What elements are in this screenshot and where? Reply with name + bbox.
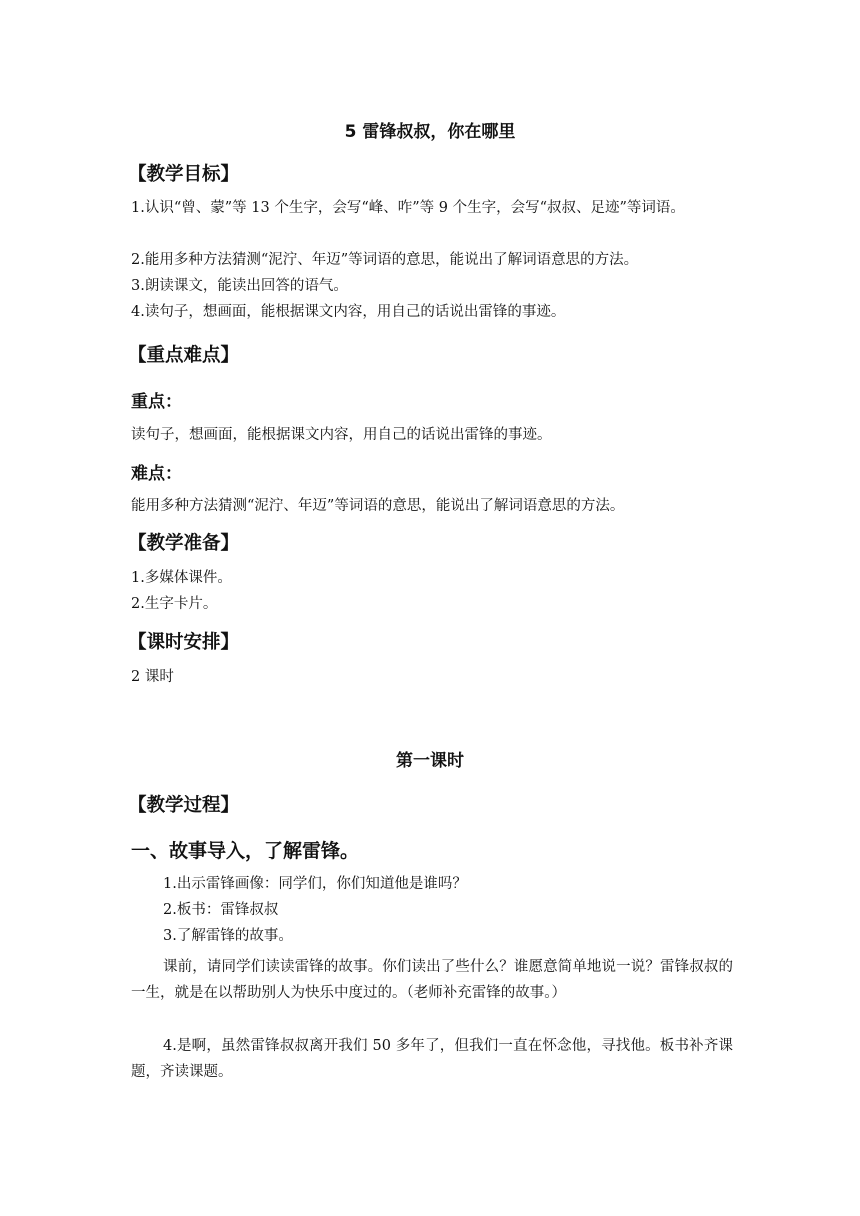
focus-label: 重点： — [131, 392, 182, 412]
objectives-item-3: 3.朗读课文，能读出回答的语气。 — [131, 278, 348, 294]
schedule-heading: 【课时安排】 — [128, 632, 240, 653]
key-points-heading: 【重点难点】 — [128, 345, 240, 366]
process-heading: 【教学过程】 — [128, 795, 240, 816]
lesson1-title: 第一课时 — [396, 751, 464, 771]
focus-text: 读句子，想画面，能根据课文内容，用自己的话说出雷锋的事迹。 — [131, 427, 552, 443]
objectives-item-1: 1.认识“曾、蒙”等 13 个生字，会写“峰、咋”等 9 个生字，会写“叔叔、足迹”等词语。 — [131, 200, 685, 216]
step-3: 3.了解雷锋的故事。 — [163, 928, 293, 944]
closing-paragraph: 4.是啊，虽然雷锋叔叔离开我们 50 多年了，但我们一直在怀念他，寻找他。板书补齐课题，齐读课题。 — [131, 1038, 733, 1080]
story-paragraph: 课前，请同学们读读雷锋的故事。你们读出了些什么？谁愿意简单地说一说？雷锋叔叔的一生，就是在以帮助别人为快乐中度过的。（老师补充雷锋的故事。） — [131, 959, 733, 1001]
lesson-title: 5 雷锋叔叔，你在哪里 — [344, 122, 516, 142]
difficulty-text: 能用多种方法猜测“泥泞、年迈”等词语的意思，能说出了解词语意思的方法。 — [131, 498, 625, 514]
step-2: 2.板书：雷锋叔叔 — [163, 902, 279, 918]
objectives-item-2: 2.能用多种方法猜测“泥泞、年迈”等词语的意思，能说出了解词语意思的方法。 — [131, 252, 639, 268]
objectives-heading: 【教学目标】 — [128, 164, 240, 185]
part1-heading: 一、故事导入，了解雷锋。 — [131, 840, 360, 862]
objectives-item-4: 4.读句子，想画面，能根据课文内容，用自己的话说出雷锋的事迹。 — [131, 304, 566, 320]
preparation-item-1: 1.多媒体课件。 — [131, 570, 232, 586]
schedule-text: 2 课时 — [131, 669, 174, 685]
step-1: 1.出示雷锋画像：同学们，你们知道他是谁吗？ — [163, 876, 467, 892]
preparation-item-2: 2.生字卡片。 — [131, 596, 218, 612]
difficulty-label: 难点： — [131, 464, 182, 484]
preparation-heading: 【教学准备】 — [128, 533, 240, 554]
